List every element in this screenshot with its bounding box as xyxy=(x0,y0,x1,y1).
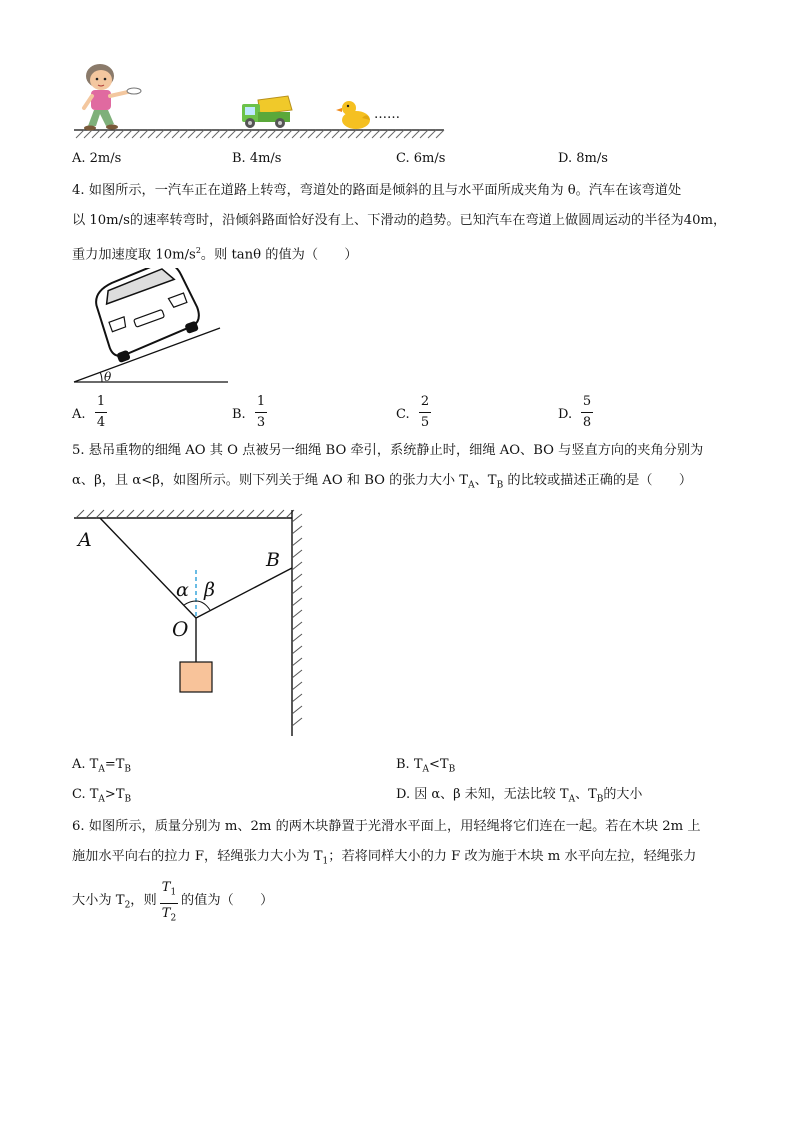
label-b: B xyxy=(266,549,280,571)
label-o: O xyxy=(172,617,189,641)
label-beta: β xyxy=(204,579,215,601)
q3-option-b[interactable]: B. 4m/s xyxy=(232,151,282,166)
q5-option-c[interactable]: C. $T_A>T_B$ xyxy=(72,787,132,805)
q6-stem-line2: 施加水平向右的拉力 F，轻绳张力大小为 $T_1$；若将同样大小的力 F 改为施于木块 m 水平向左拉，轻绳张力 xyxy=(72,849,697,867)
q4-option-b-fraction[interactable]: 1 3 xyxy=(256,394,266,430)
q4-option-b-label[interactable]: B. xyxy=(232,407,246,422)
toy-duck-illustration xyxy=(336,101,370,129)
q6-stem-line3: 大小为 $T_2$，则 xyxy=(72,893,157,911)
label-alpha: α xyxy=(176,579,189,601)
beta-arc xyxy=(196,601,210,610)
q4-option-d-fraction[interactable]: 5 8 xyxy=(582,394,592,430)
boy-illustration xyxy=(84,64,141,131)
q5-stem-line1: 5. 悬吊重物的细绳 AO 其 O 点被另一细绳 BO 牵引，系统静止时，细绳 AO、BO 与竖直方向的夹角分别为 xyxy=(72,443,704,458)
q5-rope-figure xyxy=(70,504,310,740)
q5-option-b[interactable]: B. $T_A<T_B$ xyxy=(396,757,456,775)
q4-stem-line2: 以 10m/s的速率转弯时，沿倾斜路面恰好没有上、下滑动的趋势。已知汽车在弯道上做圆周运动的半径为40m， xyxy=(72,213,727,228)
toy-truck-illustration xyxy=(242,96,292,128)
q3-option-a[interactable]: A. 2m/s xyxy=(72,151,122,166)
angle-arc xyxy=(100,372,102,382)
q6-stem-line1: 6. 如图所示，质量分别为 m、2m 的两木块静置于光滑水平面上，用轻绳将它们连在一起。若在木块 2m 上 xyxy=(72,819,701,834)
q6-stem-line3-end: 的值为（ ） xyxy=(181,893,274,908)
label-a: A xyxy=(78,529,92,551)
q5-option-d[interactable]: D. 因 α、β 未知，无法比较 $T_A$、$T_B$的大小 xyxy=(396,787,643,805)
q3-figure xyxy=(70,60,450,142)
q4-option-c-fraction[interactable]: 2 5 xyxy=(420,394,430,430)
theta-label: θ xyxy=(104,370,112,384)
q6-fraction-t1-t2: $T_1$ $T_2$ xyxy=(161,880,177,924)
q3-ground xyxy=(74,130,444,138)
alpha-arc xyxy=(184,601,196,605)
hanging-block xyxy=(180,662,212,692)
q3-option-d[interactable]: D. 8m/s xyxy=(558,151,608,166)
q5-stem-line2: α、β，且 α<β，如图所示。则下列关于绳 AO 和 BO 的张力大小 $T_A$、$T_B$ 的比较或描述正确的是（ ） xyxy=(72,473,693,491)
q5-option-a[interactable]: A. $T_A=T_B$ xyxy=(72,757,132,775)
rope-ao xyxy=(100,518,196,618)
q4-option-a-label[interactable]: A. xyxy=(72,407,86,422)
q4-option-c-label[interactable]: C. xyxy=(396,407,410,422)
q3-option-c[interactable]: C. 6m/s xyxy=(396,151,446,166)
q4-stem-line3: 重力加速度取 $10m/s^2$。则 tanθ 的值为（ ） xyxy=(72,246,358,263)
q4-option-d-label[interactable]: D. xyxy=(558,407,573,422)
q4-option-a-fraction[interactable]: 1 4 xyxy=(96,394,106,430)
q4-car-figure xyxy=(70,268,235,390)
q4-stem-line1: 4. 如图所示，一汽车正在道路上转弯，弯道处的路面是倾斜的且与水平面所成夹角为 θ。汽车在该弯道处 xyxy=(72,183,682,198)
q3-ellipsis: …… xyxy=(374,107,400,122)
car-illustration xyxy=(88,268,206,364)
